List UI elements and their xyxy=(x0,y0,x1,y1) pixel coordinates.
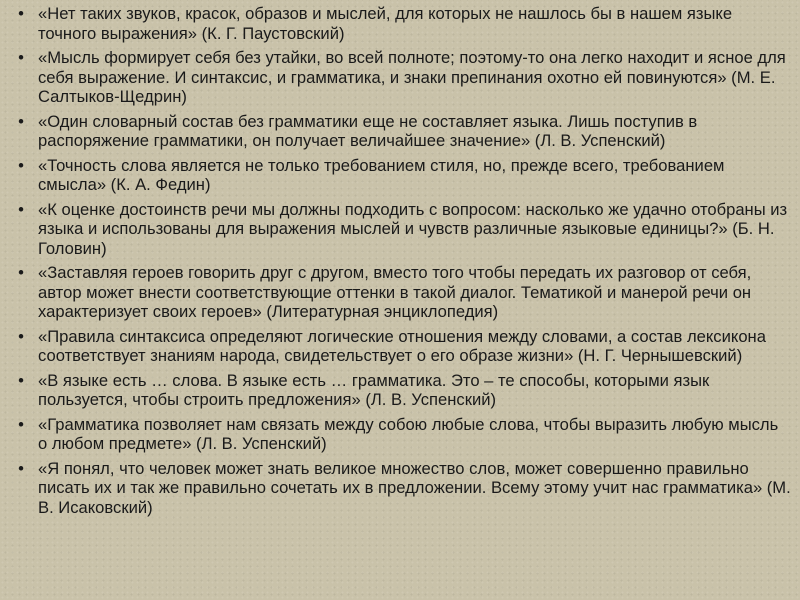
bullet-icon: • xyxy=(18,263,24,282)
quote-text: «Нет таких звуков, красок, образов и мыслей, для которых не нашлось бы в нашем языке точного выражения» (К. Г. Паустовский) xyxy=(38,4,733,43)
quote-item xyxy=(12,415,792,454)
quote-item xyxy=(12,156,792,195)
quote-item xyxy=(12,200,792,259)
quote-item xyxy=(12,459,792,518)
quote-list xyxy=(12,4,792,517)
bullet-icon: • xyxy=(18,48,24,67)
quote-item xyxy=(12,4,792,43)
quote-item xyxy=(12,48,792,107)
quote-text: «Мысль формирует себя без утайки, во всей полноте; поэтому-то она легко находит и ясное для себя выражение. И синтаксис, и грамматика, и знаки препинания охотно ей повинуются» (М. Е. Салтыков-Щедрин) xyxy=(38,48,786,106)
bullet-icon: • xyxy=(18,326,24,346)
quote-item xyxy=(12,263,792,322)
bullet-icon: • xyxy=(18,414,24,434)
bullet-icon: • xyxy=(18,111,24,131)
quote-text: «В языке есть … слова. В языке есть … грамматика. Это – те способы, которыми язык пользуется, чтобы строить предложения» (Л. В. Успенский) xyxy=(38,370,710,409)
quote-item xyxy=(12,327,792,366)
quote-item xyxy=(12,371,792,410)
quote-text: «К оценке достоинств речи мы должны подходить с вопросом: насколько же удачно отобраны из языка и использованы для выражения мыслей и чувств различные языковые единицы?» (Б. Н. Головин) xyxy=(38,199,788,258)
bullet-icon: • xyxy=(18,155,24,175)
bullet-icon: • xyxy=(18,199,24,219)
quote-text: «Я понял, что человек может знать великое множество слов, может совершенно правильно писать их и так же правильно сочетать их в предложении. Всему этому учит нас грамматика» (М. В. Исаковский) xyxy=(38,458,791,517)
bullet-icon: • xyxy=(18,458,24,478)
quote-text: «Точность слова является не только требованием стиля, но, прежде всего, требованием смысла» (К. А. Федин) xyxy=(38,155,725,194)
quote-text: «Заставляя героев говорить друг с другом, вместо того чтобы передать их разговор от себя, автор может внести соответствующие оттенки в такой диалог. Тематикой и манерой речи он характеризует своих героев» (Литературная энциклопедия) xyxy=(38,263,752,321)
quote-text: «Правила синтаксиса определяют логические отношения между словами, а состав лексикона соответствует знаниям народа, свидетельствует о его образе жизни» (Н. Г. Чернышевский) xyxy=(38,326,766,365)
quote-text: «Грамматика позволяет нам связать между собою любые слова, чтобы выразить любую мысль о любом предмете» (Л. В. Успенский) xyxy=(38,414,779,453)
bullet-icon: • xyxy=(18,4,24,23)
quote-item xyxy=(12,112,792,151)
quote-text: «Один словарный состав без грамматики еще не составляет языка. Лишь поступив в распоряжение грамматики, он получает величайшее значение» (Л. В. Успенский) xyxy=(38,111,698,150)
bullet-icon: • xyxy=(18,370,24,390)
